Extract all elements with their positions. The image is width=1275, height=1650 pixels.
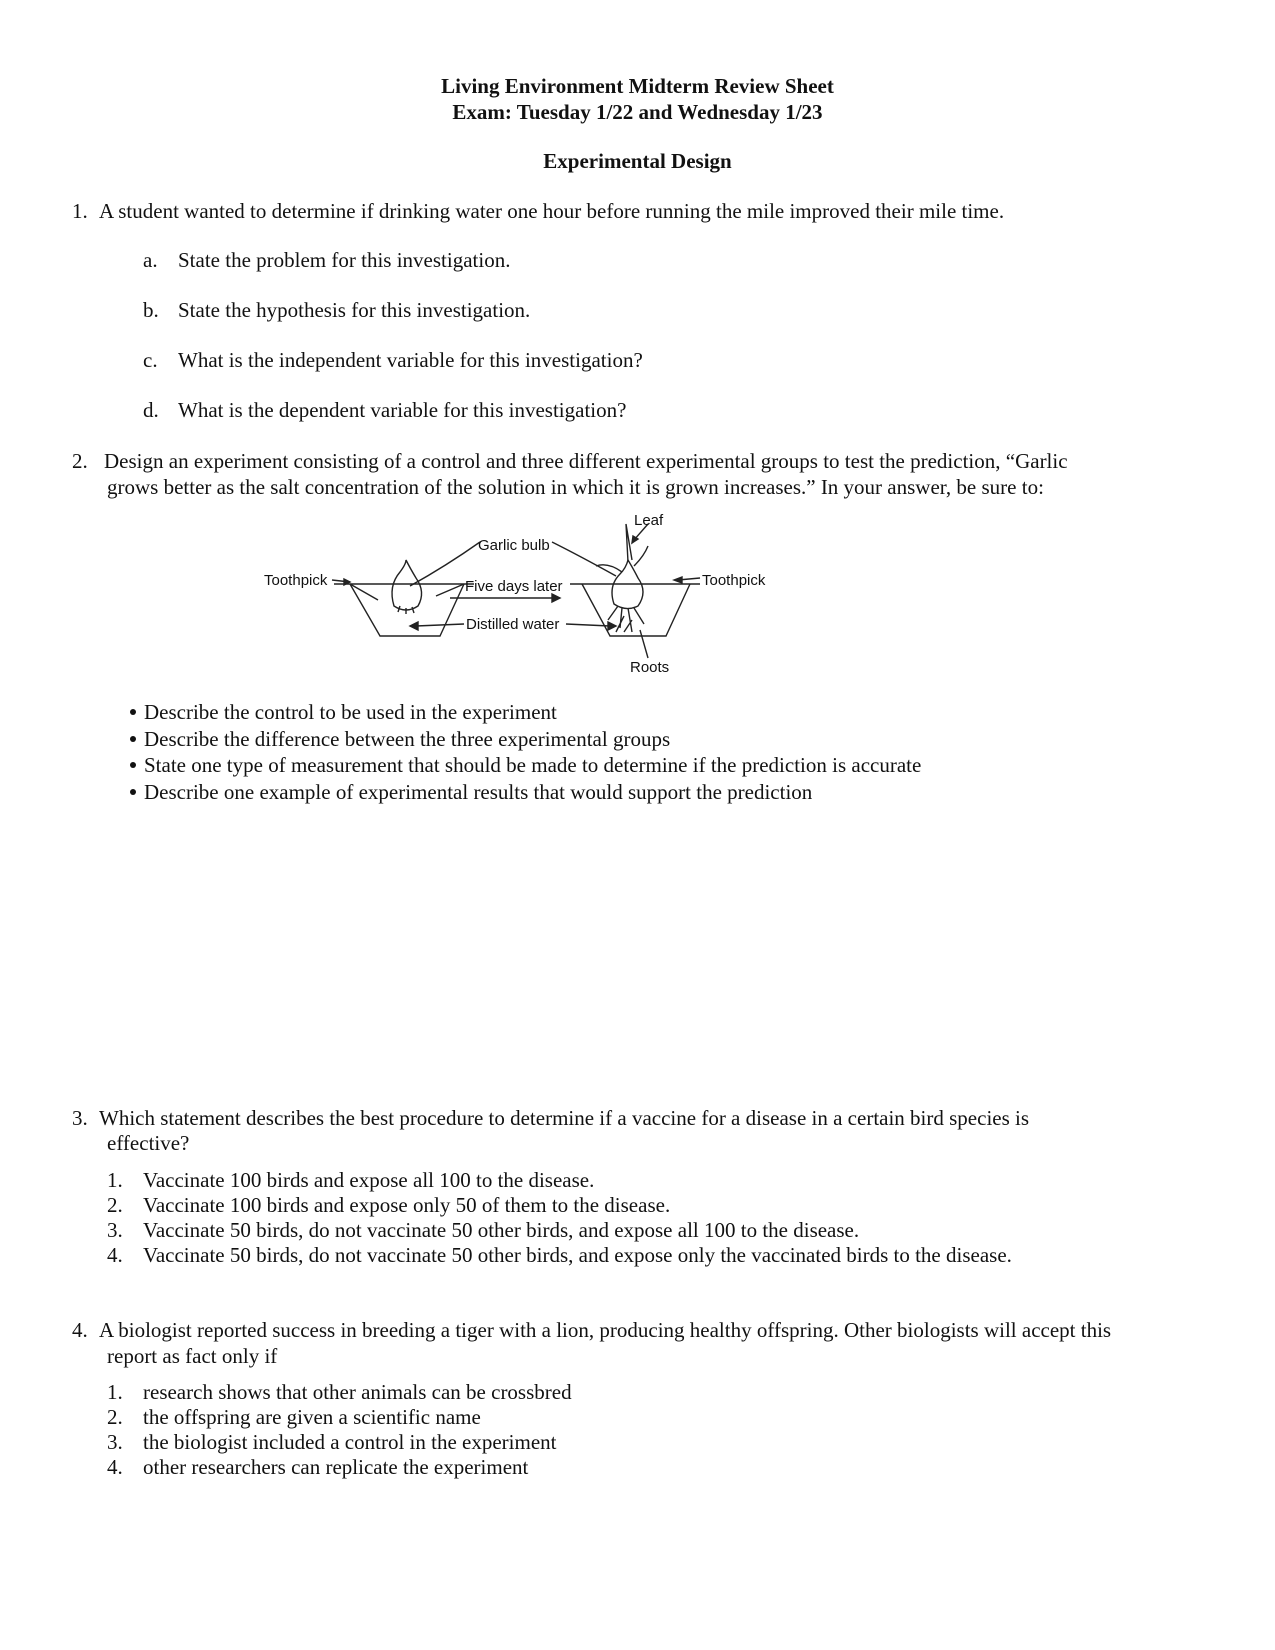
page-title: Living Environment Midterm Review Sheet	[441, 74, 834, 98]
q4-choice-text: other researchers can replicate the experiment	[143, 1455, 529, 1479]
q4-choice-number: 1.	[107, 1380, 123, 1404]
q4-choice-number: 4.	[107, 1455, 123, 1479]
toothpick-left-label: Toothpick	[264, 572, 328, 589]
q3-choice-text: Vaccinate 100 birds and expose all 100 to the disease.	[143, 1168, 595, 1192]
q1-number: 1.	[72, 199, 88, 223]
q2-line1: Design an experiment consisting of a control and three different experimental groups to test the prediction, “Garlic	[104, 449, 1068, 473]
q1a-text: State the problem for this investigation.	[178, 248, 511, 272]
roots-label: Roots	[630, 659, 670, 676]
q3-choice-text: Vaccinate 50 birds, do not vaccinate 50 other birds, and expose only the vaccinated birds to the disease.	[143, 1243, 1012, 1267]
q4-number: 4.	[72, 1318, 88, 1342]
q4-choice-text: the offspring are given a scientific name	[143, 1405, 481, 1429]
q3-number: 3.	[72, 1106, 88, 1130]
q1-text: A student wanted to determine if drinking water one hour before running the mile improved their mile time.	[99, 199, 1005, 223]
q3-choice-number: 1.	[107, 1168, 123, 1192]
q2-bullet: Describe the difference between the three experimental groups	[130, 729, 670, 750]
q2-line2: grows better as the salt concentration of the solution in which it is grown increases.” In your answer, be sure to:	[107, 475, 1044, 499]
garlic-bulb-label: Garlic bulb	[478, 537, 550, 554]
q3-choice-number: 2.	[107, 1193, 123, 1217]
q3-choice-text: Vaccinate 50 birds, do not vaccinate 50 other birds, and expose all 100 to the disease.	[143, 1218, 860, 1242]
q4-choice-text: the biologist included a control in the experiment	[143, 1430, 557, 1454]
q1c-letter: c.	[143, 348, 158, 372]
section-heading: Experimental Design	[543, 149, 732, 173]
q3-choice-text: Vaccinate 100 birds and expose only 50 of them to the disease.	[143, 1193, 671, 1217]
q1b-text: State the hypothesis for this investigation.	[178, 298, 531, 322]
q4-line2: report as fact only if	[107, 1344, 278, 1368]
garlic-roots	[608, 606, 644, 632]
q4-choice-text: research shows that other animals can be crossbred	[143, 1380, 572, 1404]
q1d-text: What is the dependent variable for this investigation?	[178, 398, 627, 422]
garlic-leaf	[626, 524, 632, 562]
q2-bullet: State one type of measurement that should be made to determine if the prediction is accurate	[130, 755, 921, 776]
q4-line1: A biologist reported success in breeding a tiger with a lion, producing healthy offspring. Other biologists will accept this	[99, 1318, 1112, 1342]
q1d-letter: d.	[143, 398, 159, 422]
q3-line1: Which statement describes the best procedure to determine if a vaccine for a disease in a certain bird species is	[99, 1106, 1030, 1130]
q4-choice-number: 3.	[107, 1430, 123, 1454]
toothpick-right-label: Toothpick	[702, 572, 766, 589]
q1b-letter: b.	[143, 298, 159, 322]
distilled-water-label: Distilled water	[466, 616, 560, 633]
q4-choice-number: 2.	[107, 1405, 123, 1429]
q2-number: 2.	[72, 449, 88, 473]
left-garlic-bulb	[392, 560, 422, 610]
q1a-letter: a.	[143, 248, 158, 272]
q2-bullet: Describe one example of experimental results that would support the prediction	[130, 782, 812, 803]
q2-bullet: Describe the control to be used in the experiment	[130, 702, 557, 723]
q1c-text: What is the independent variable for this investigation?	[178, 348, 643, 372]
five-days-later-label: Five days later	[465, 578, 563, 595]
q3-choice-number: 4.	[107, 1243, 123, 1267]
q3-line2: effective?	[107, 1131, 190, 1155]
exam-dates: Exam: Tuesday 1/22 and Wednesday 1/23	[452, 100, 823, 124]
leaf-label: Leaf	[634, 512, 664, 529]
q3-choice-number: 3.	[107, 1218, 123, 1242]
